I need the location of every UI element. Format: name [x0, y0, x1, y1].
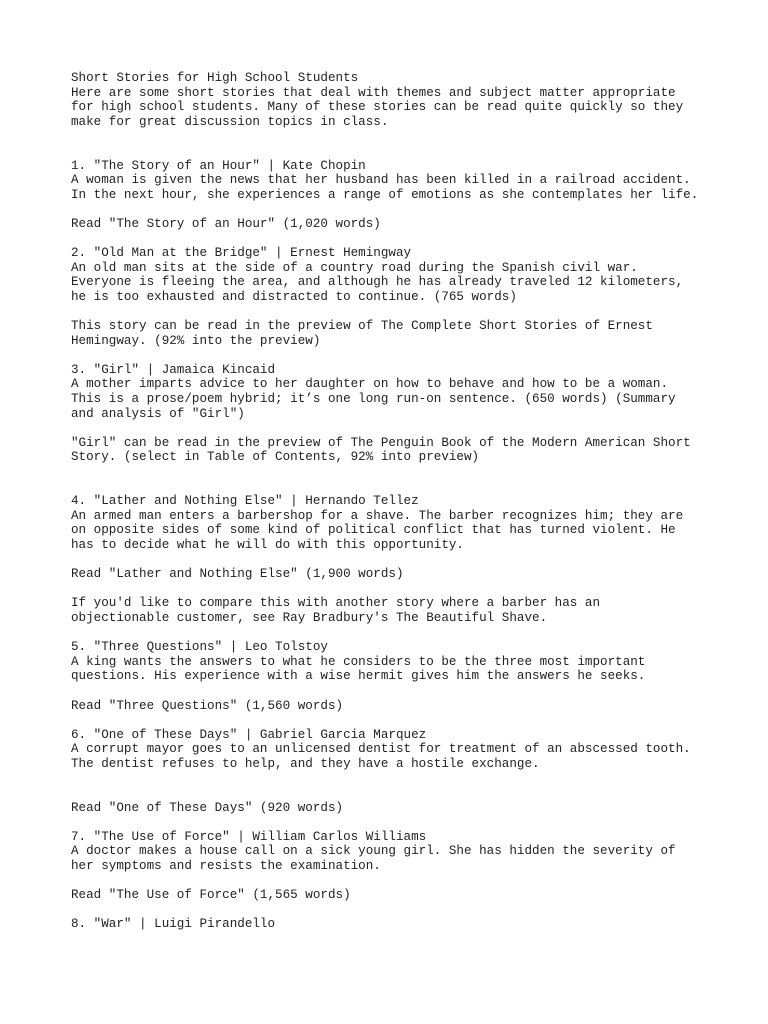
story-heading: 3. "Girl" | Jamaica Kincaid [71, 362, 276, 377]
story-note-line: If you'd like to compare this with another story where a barber has an [71, 596, 601, 611]
read-story-link[interactable]: Read "The Story of an Hour" (1,020 words) [71, 216, 381, 231]
story-heading: 4. "Lather and Nothing Else" | Hernando Tellez [71, 494, 419, 509]
story-heading: 7. "The Use of Force" | William Carlos Williams [71, 829, 427, 844]
story-description-line: A mother imparts advice to her daughter on how to behave and how to be a woman. [71, 377, 669, 392]
story-description-line: An armed man enters a barbershop for a shave. The barber recognizes him; they are [71, 508, 684, 523]
story-description-line: has to decide what he will do with this opportunity. [71, 538, 464, 552]
story-note-line: Story. (select in Table of Contents, 92% into preview) [71, 450, 480, 465]
document-page [71, 71, 711, 932]
story-description-line: A doctor makes a house call on a sick young girl. She has hidden the severity of [71, 844, 676, 859]
story-description-line: her symptoms and resists the examination. [71, 859, 381, 874]
story-description-line: questions. His experience with a wise hermit gives him the answers he seeks. [71, 669, 646, 684]
story-heading: 8. "War" | Luigi Pirandello [71, 917, 276, 932]
story-note-line: Hemingway. (92% into the preview) [71, 333, 321, 348]
read-story-link[interactable]: Read "Lather and Nothing Else" (1,900 words) [71, 567, 404, 582]
story-description-line: In the next hour, she experiences a range of emotions as she contemplates her life. [71, 187, 699, 202]
story-description-line: on opposite sides of some kind of political conflict that has turned violent. He [71, 523, 676, 538]
intro-text-line: for high school students. Many of these stories can be read quite quickly so they [71, 100, 684, 115]
read-story-link[interactable]: Read "One of These Days" (920 words) [71, 800, 344, 815]
read-story-link[interactable]: Read "The Use of Force" (1,565 words) [71, 888, 351, 903]
story-description-line: The dentist refuses to help, and they have a hostile exchange. [71, 756, 540, 771]
story-description-line: Everyone is fleeing the area, and although he has already traveled 12 kilometers, [71, 275, 684, 290]
story-description-line: A king wants the answers to what he considers to be the three most important [71, 654, 646, 669]
story-note-line: objectionable customer, see Ray Bradbury's The Beautiful Shave. [71, 610, 548, 625]
story-note-line: "Girl" can be read in the preview of The Penguin Book of the Modern American Short [71, 435, 691, 450]
story-description-line: and analysis of "Girl") [71, 406, 245, 421]
intro-text-line: Here are some short stories that deal with themes and subject matter appropriate [71, 85, 676, 100]
story-heading: 6. "One of These Days" | Gabriel Garcia Marquez [71, 727, 427, 742]
story-heading: 2. "Old Man at the Bridge" | Ernest Hemingway [71, 246, 412, 261]
story-note-line: This story can be read in the preview of The Complete Short Stories of Ernest [71, 319, 653, 334]
story-description-line: A corrupt mayor goes to an unlicensed dentist for treatment of an abscessed tooth. [71, 742, 691, 757]
read-story-link[interactable]: Read "Three Questions" (1,560 words) [71, 698, 344, 713]
story-description-line: A woman is given the news that her husband has been killed in a railroad accident. [71, 173, 691, 188]
document-title: Short Stories for High School Students [71, 71, 359, 85]
intro-text-line: make for great discussion topics in class. [71, 114, 389, 129]
story-description-line: An old man sits at the side of a country road during the Spanish civil war. [71, 260, 638, 275]
story-description-line: This is a prose/poem hybrid; it’s one long run-on sentence. (650 words) (Summary [71, 392, 676, 407]
story-description-line: he is too exhausted and distracted to continue. (765 words) [71, 289, 517, 304]
story-heading: 1. "The Story of an Hour" | Kate Chopin [71, 158, 366, 173]
story-heading: 5. "Three Questions" | Leo Tolstoy [71, 640, 328, 655]
